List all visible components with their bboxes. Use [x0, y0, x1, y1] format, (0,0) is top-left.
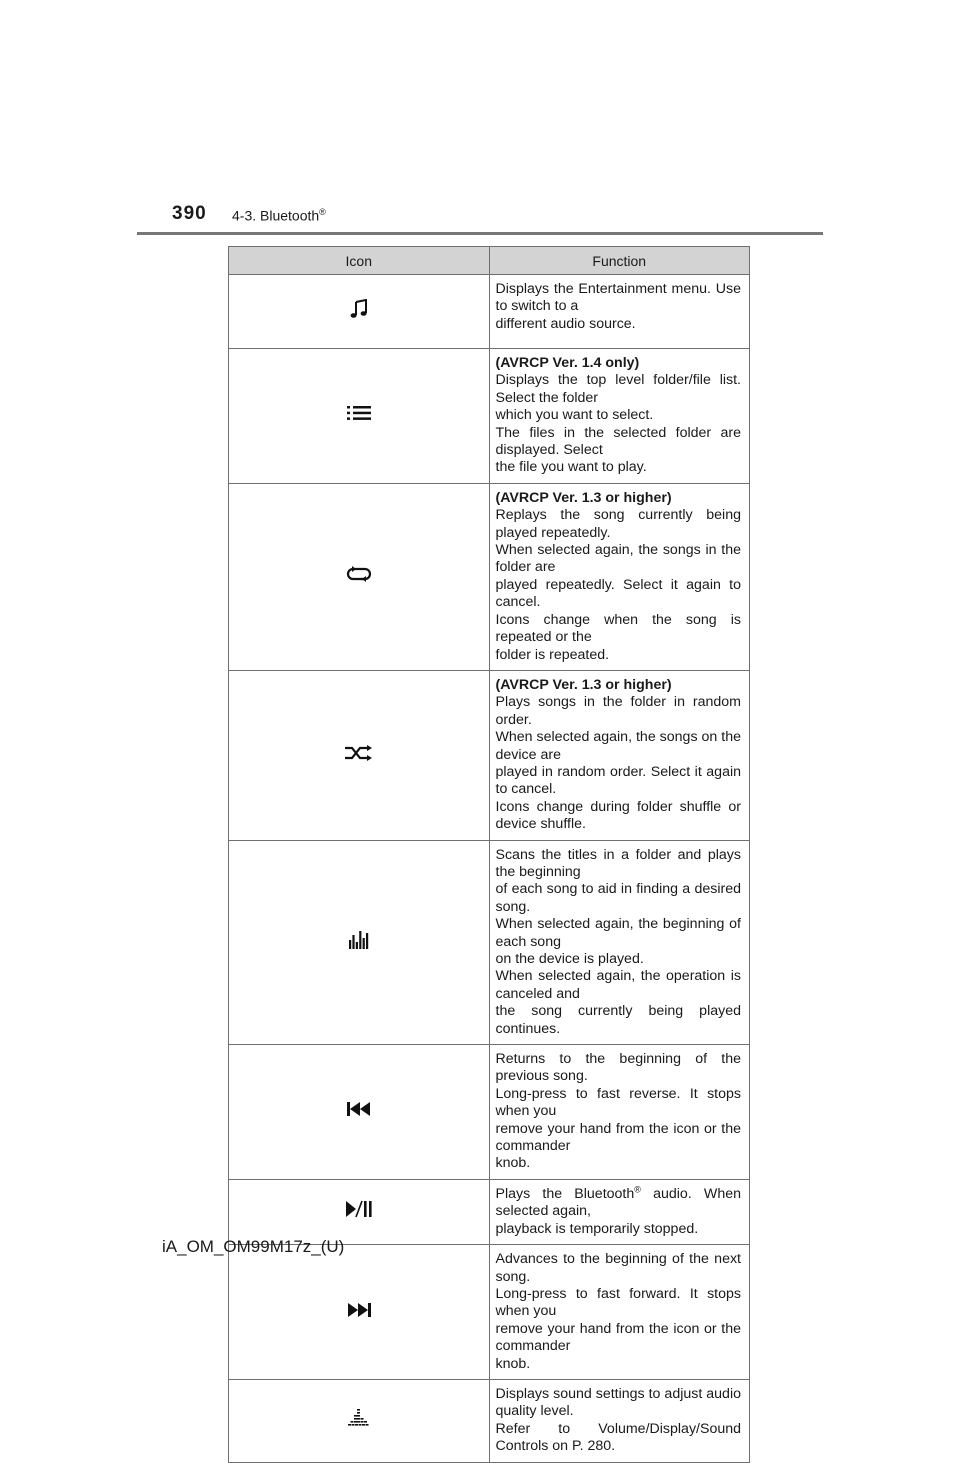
- table-row: [229, 275, 750, 349]
- function-description: Plays the Bluetooth® audio. When selected again, playback is temporarily stopped.: [489, 1179, 750, 1244]
- function-description: Advances to the beginning of the next song. Long-press to fast forward. It stops when you remove your hand from the icon or the commander knob.: [489, 1245, 750, 1380]
- function-description: (AVRCP Ver. 1.3 or higher) Replays the song currently being played repeatedly. When selected again, the songs in the folder are played repeatedly. Select it again to cancel. Icons change when the song is repeated or the folder is repeated.: [489, 483, 750, 670]
- table-row: [229, 349, 750, 484]
- table-row: [229, 1245, 750, 1380]
- icon-cell: [229, 1179, 490, 1244]
- table-row: [229, 670, 750, 840]
- icon-cell: [229, 1245, 490, 1380]
- previous-track-icon: [347, 1101, 371, 1122]
- icon-cell: [229, 1045, 490, 1180]
- function-description: (AVRCP Ver. 1.3 or higher) Plays songs in the folder in random order. When selected again, the songs on the device are played in random order. Select it again to cancel. Icons change during folder shuffle or device shuffle.: [489, 670, 750, 840]
- table-row: [229, 1379, 750, 1462]
- icon-column-header: Icon: [229, 247, 490, 275]
- function-description: Returns to the beginning of the previous song. Long-press to fast reverse. It stops when you remove your hand from the icon or the commander knob.: [489, 1045, 750, 1180]
- table-row: [229, 840, 750, 1044]
- icon-cell: [229, 275, 490, 349]
- table-row: [229, 483, 750, 670]
- play-pause-icon: [346, 1200, 372, 1223]
- page-number: 390: [172, 203, 207, 224]
- document-code: iA_OM_OM99M17z_(U): [162, 1237, 345, 1256]
- sound-settings-icon: [348, 1409, 370, 1432]
- icon-cell: [229, 670, 490, 840]
- function-description: Displays the Entertainment menu. Use to switch to a different audio source.: [489, 275, 750, 349]
- repeat-icon: [346, 566, 372, 587]
- function-description: Scans the titles in a folder and plays the beginning of each song to aid in finding a desired song. When selected again, the beginning of each song on the device is played. When selected again, the operation is canceled and the song currently being played continues.: [489, 840, 750, 1044]
- function-column-header: Function: [489, 247, 750, 275]
- next-track-icon: [347, 1302, 371, 1323]
- scan-icon: [349, 931, 369, 954]
- page-header: [172, 203, 822, 229]
- icon-cell: [229, 349, 490, 484]
- section-title: 4-3. Bluetooth®: [232, 207, 326, 224]
- header-rule: [137, 232, 823, 235]
- icon-cell: [229, 483, 490, 670]
- function-description: (AVRCP Ver. 1.4 only) Displays the top level folder/file list. Select the folder which you want to select. The files in the selected folder are displayed. Select the file you want to play.: [489, 349, 750, 484]
- icon-cell: [229, 1379, 490, 1462]
- icon-cell: [229, 840, 490, 1044]
- function-description: Displays sound settings to adjust audio quality level. Refer to Volume/Display/Sound Controls on P. 280.: [489, 1379, 750, 1462]
- music-note-icon: [350, 299, 368, 324]
- table-row: [229, 1179, 750, 1244]
- table-row: [229, 1045, 750, 1180]
- shuffle-icon: [345, 745, 373, 766]
- table-header-row: [229, 247, 750, 275]
- icon-function-table: [228, 246, 750, 1463]
- list-icon: [347, 406, 371, 425]
